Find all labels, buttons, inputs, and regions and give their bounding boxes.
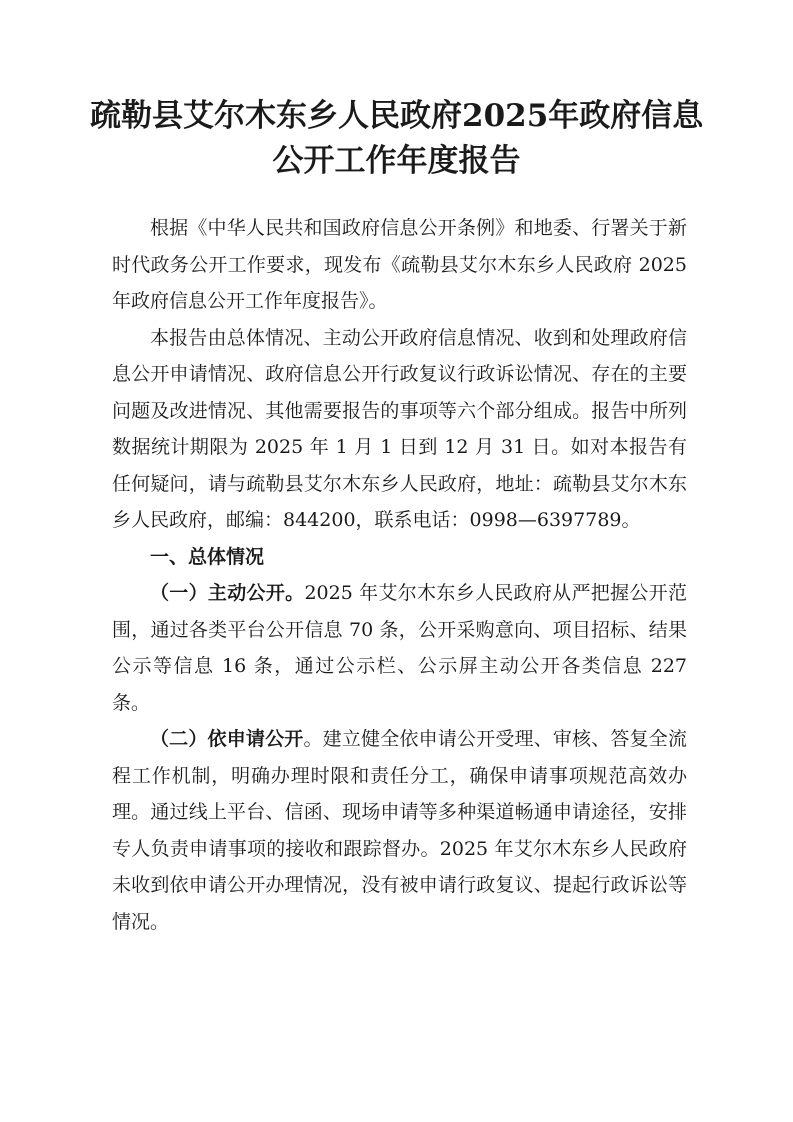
active-disclosure-text: 2025 年艾尔木东乡人民政府从严把握公开范围，通过各类平台公开信息 70 条，公开采购意向、项目招标、结果公示等信息 16 条，通过公示栏、公示屏主动公开各类信息 227 条。 [112,582,687,714]
request-disclosure-paragraph [112,721,687,940]
document-title-line-2: 公开工作年度报告 [272,143,521,179]
active-disclosure-label: （一）主动公开。 [150,582,305,604]
document-title-line-1: 疏勒县艾尔木东乡人民政府2025年政府信息 [90,98,704,134]
intro-paragraph: 根据《中华人民共和国政府信息公开条例》和地委、行署关于新时代政务公开工作要求，现发布《疏勒县艾尔木东乡人民政府 2025 年政府信息公开工作年度报告》。 [112,217,687,312]
structure-paragraph: 本报告由总体情况、主动公开政府信息情况、收到和处理政府信息公开申请情况、政府信息公开行政复议行政诉讼情况、存在的主要问题及改进情况、其他需要报告的事项等六个部分组成。报告中所列数据统计期限为 2025 年 1 月 1 日到 12 月 31 日。如对本报告有任何疑问，请与疏勒县艾尔木东乡人民政府，地址：疏勒县艾尔木东乡人民政府，邮编：844200，联系电话：0998—6397789。 [112,326,687,531]
section-heading-overall: 一、总体情况 [150,545,265,568]
active-disclosure-paragraph [112,575,687,721]
request-disclosure-text: 。建立健全依申请公开受理、审核、答复全流程工作机制，明确办理时限和责任分工，确保申请事项规范高效办理。通过线上平台、信函、现场申请等多种渠道畅通申请途径，安排专人负责申请事项的接收和跟踪督办。2025 年艾尔木东乡人民政府未收到依申请公开办理情况，没有被申请行政复议、提起行政诉讼等情况。 [112,728,687,933]
request-disclosure-label: （二）依申请公开 [150,728,304,750]
document-body [112,210,687,940]
